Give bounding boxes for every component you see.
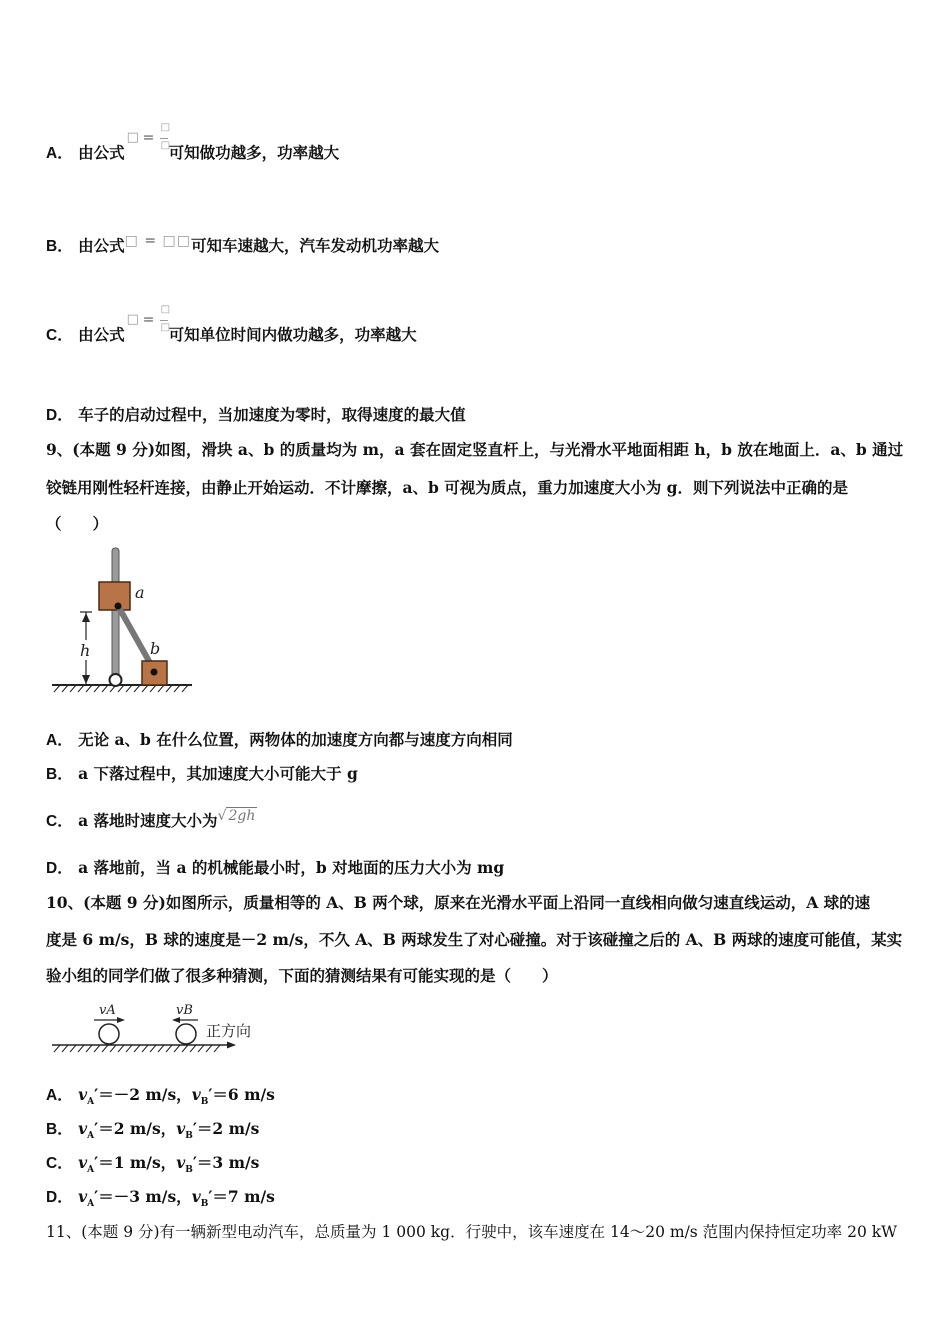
velocity-a-value: ＝1 m/s，	[98, 1153, 177, 1172]
q10-figure-collision	[46, 998, 276, 1056]
option-letter: B．	[46, 238, 73, 255]
option-letter: A．	[46, 1087, 73, 1104]
subscript-a: A	[87, 1199, 95, 1210]
ball-b	[176, 1024, 196, 1044]
ground-hatching	[54, 685, 188, 692]
option-letter: D．	[46, 407, 73, 424]
symbol-v: v	[191, 1187, 201, 1206]
option-prefix: 由公式	[78, 143, 125, 162]
symbol-v: v	[78, 1119, 88, 1138]
option-letter: A．	[46, 145, 73, 162]
label-h: h	[80, 641, 91, 660]
subscript-b: B	[200, 1199, 209, 1210]
q10-stem-line2: 度是 6 m/s，B 球的速度是－2 m/s，不久 A、B 两球发生了对心碰撞。对于该碰撞之后的 A、B 两球的速度可能值，某实	[46, 930, 903, 949]
option-text: 可知单位时间内做功越多，功率越大	[168, 325, 417, 344]
option-text: 可知做功越多，功率越大	[168, 143, 340, 162]
q10-option-c	[46, 1151, 259, 1175]
velocity-b-value: ＝6 m/s	[212, 1085, 275, 1104]
q10-stem-line1: 10、(本题 9 分)如图所示，质量相等的 A、B 两个球，原来在光滑水平面上沿同一直线相向做匀速直线运动，A 球的速	[46, 893, 871, 912]
q8-option-a	[46, 122, 340, 170]
option-letter: D．	[46, 860, 73, 877]
option-text: a 下落过程中，其加速度大小可能大于 g	[78, 764, 358, 783]
hinge-b	[151, 669, 158, 676]
formula-power-force-velocity	[125, 233, 191, 249]
ground-hatching	[54, 1045, 220, 1052]
q9-option-c	[46, 808, 257, 831]
option-prefix: 由公式	[78, 325, 125, 344]
velocity-b-value: ＝3 m/s	[196, 1153, 260, 1172]
option-text: a 落地时速度大小为	[78, 811, 218, 830]
velocity-a-value: ＝－2 m/s，	[98, 1085, 192, 1104]
slider-a	[99, 582, 130, 610]
ball-a	[99, 1024, 119, 1044]
label-b: b	[150, 639, 161, 658]
q9-stem-line2: 铰链用刚性轻杆连接，由静止开始运动．不计摩擦，a、b 可视为质点，重力加速度大小为 g．则下列说法中正确的是	[46, 478, 849, 497]
prime-mark: ′	[192, 1153, 197, 1172]
velocity-b-value: ＝2 m/s	[196, 1119, 260, 1138]
formula-equals: =	[144, 233, 158, 249]
label-vb: vB	[176, 1003, 193, 1018]
q9-option-a	[46, 728, 513, 750]
symbol-v: v	[78, 1085, 88, 1104]
subscript-b: B	[185, 1165, 193, 1176]
vertical-rod	[112, 548, 119, 678]
label-a: a	[135, 583, 145, 602]
formula-equals: =	[142, 312, 155, 328]
option-letter: C．	[46, 1155, 73, 1172]
symbol-v: v	[176, 1119, 186, 1138]
formula-placeholder: □	[126, 130, 139, 145]
option-prefix: 由公式	[78, 236, 125, 255]
formula-rhs: □□	[162, 233, 191, 249]
subscript-b: B	[200, 1097, 209, 1108]
symbol-v: v	[176, 1153, 186, 1172]
velocity-a-value: ＝2 m/s，	[98, 1119, 177, 1138]
q8-option-c	[46, 304, 417, 352]
sqrt-2gh: √ 2gh	[217, 808, 256, 824]
hinge-a	[115, 603, 122, 610]
formula-placeholder: □	[126, 312, 139, 327]
subscript-b: B	[185, 1131, 193, 1142]
q9-stem-line1: 9、(本题 9 分)如图，滑块 a、b 的质量均为 m，a 套在固定竖直杆上，与光滑水平地面相距 h，b 放在地面上．a、b 通过	[46, 440, 904, 459]
formula-power-work-time	[125, 122, 171, 170]
subscript-a: A	[87, 1097, 95, 1108]
q10-option-b	[46, 1117, 259, 1141]
option-text: a 落地前，当 a 的机械能最小时，b 对地面的压力大小为 mg	[78, 858, 505, 877]
q10-option-d	[46, 1185, 275, 1209]
prime-mark: ′	[94, 1153, 99, 1172]
formula-numerator: □	[160, 304, 171, 315]
sqrt-radicand: 2gh	[228, 808, 256, 824]
prime-mark: ′	[94, 1119, 99, 1138]
prime-mark: ′	[94, 1187, 99, 1206]
option-text: 无论 a、b 在什么位置，两物体的加速度方向都与速度方向相同	[78, 730, 513, 749]
option-letter: B．	[46, 766, 73, 783]
symbol-v: v	[191, 1085, 201, 1104]
symbol-v: v	[78, 1153, 88, 1172]
formula-power-work-time	[125, 304, 171, 352]
formula-numerator: □	[160, 122, 171, 133]
formula-denominator: □	[160, 140, 171, 151]
q8-option-d	[46, 403, 466, 425]
prime-mark: ′	[192, 1119, 197, 1138]
option-letter: B．	[46, 1121, 73, 1138]
velocity-a-value: ＝－3 m/s，	[98, 1187, 192, 1206]
option-text: 车子的启动过程中，当加速度为零时，取得速度的最大值	[78, 405, 466, 424]
option-letter: D．	[46, 1189, 73, 1206]
option-letter: C．	[46, 813, 73, 830]
option-letter: C．	[46, 327, 73, 344]
prime-mark: ′	[94, 1085, 99, 1104]
subscript-a: A	[87, 1131, 95, 1142]
q9-option-b	[46, 762, 358, 784]
q9-stem-line3: （ ）	[46, 514, 109, 533]
q10-option-a	[46, 1083, 275, 1107]
rod-pivot	[110, 674, 122, 686]
option-letter: A．	[46, 732, 73, 749]
subscript-a: A	[87, 1165, 95, 1176]
label-positive-direction: 正方向	[206, 1022, 252, 1040]
q9-figure-sliding-rod	[46, 540, 206, 702]
formula-denominator: □	[160, 322, 171, 333]
symbol-v: v	[78, 1187, 88, 1206]
option-text: 可知车速越大，汽车发动机功率越大	[190, 236, 439, 255]
q11-stem-line1: 11、(本题 9 分)有一辆新型电动汽车，总质量为 1 000 kg．行驶中，该车速度在 14～20 m/s 范围内保持恒定功率 20 kW	[46, 1223, 898, 1241]
label-va: vA	[99, 1003, 116, 1018]
formula-placeholder: □	[124, 233, 139, 249]
formula-equals: =	[142, 130, 155, 146]
q9-option-d	[46, 856, 504, 878]
velocity-b-value: ＝7 m/s	[212, 1187, 275, 1206]
prime-mark: ′	[208, 1085, 213, 1104]
q8-option-b	[46, 233, 439, 256]
q10-stem-line3: 验小组的同学们做了很多种猜测，下面的猜测结果有可能实现的是（ ）	[46, 966, 558, 985]
prime-mark: ′	[208, 1187, 213, 1206]
